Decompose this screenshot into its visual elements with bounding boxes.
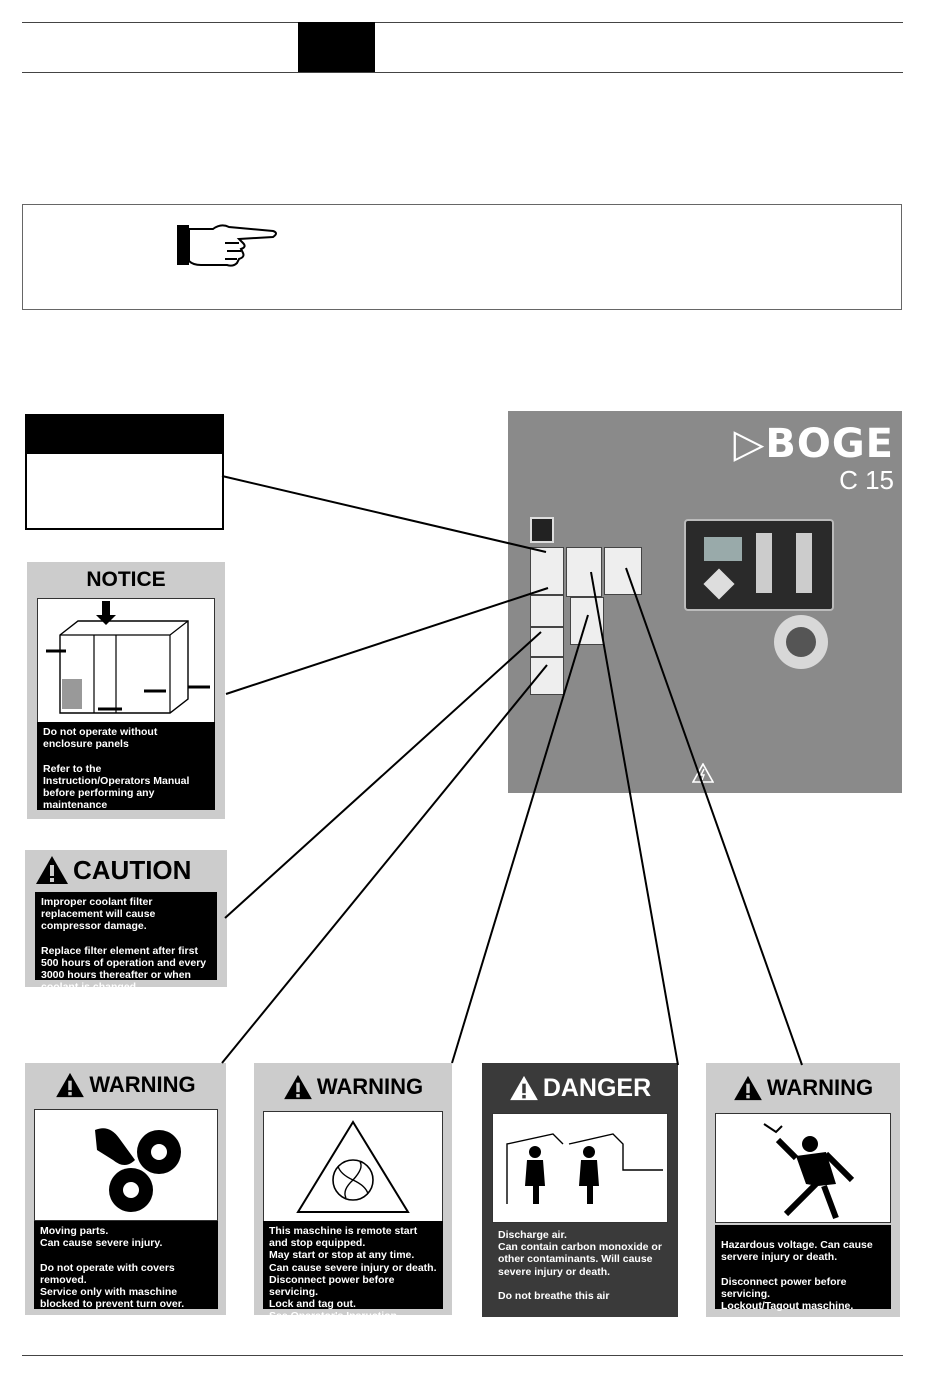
caution-text: Improper coolant filter replacement will cause compressor damage. Replace filter element after first 500 hours of operation and every 3000 hours thereafter or when coolant is changed. — [35, 892, 217, 980]
warning-voltage-heading-text: WARNING — [766, 1075, 874, 1100]
boge-logo: ▷BOGE — [733, 421, 894, 467]
notice-text: Do not operate without enclosure panels Refer to the Instruction/Operators Manual before performing any maintenance — [37, 722, 215, 810]
warning-moving-text: Moving parts. Can cause severe injury. Do not operate with covers removed. Service only with maschine blocked to prevent turn over. — [34, 1221, 218, 1309]
warning-remote-text: This maschine is remote start and stop equipped. May start or stop at any time. Can cause severe injury or death. Disconnect power before servicing. Lock and tag out. See Operator's Insruction Manual. — [263, 1221, 443, 1309]
caution-heading-text: CAUTION — [73, 854, 192, 885]
warning-moving-heading-text: WARNING — [89, 1072, 196, 1097]
notice-heading: NOTICE — [86, 568, 166, 591]
footer-rule — [22, 1355, 903, 1356]
model-label: C 15 — [839, 465, 894, 495]
danger-heading-text: DANGER — [542, 1073, 652, 1102]
danger-text: Discharge air. Can contain carbon monoxide or other contaminants. Will cause severe injury or death. Do not breathe this air — [492, 1225, 668, 1309]
warning-remote-heading-text: WARNING — [316, 1074, 424, 1099]
warning-voltage-text: Hazardous voltage. Can cause servere injury or death. Disconnect power before servicing. Lockout/Tagout maschine. — [715, 1225, 891, 1309]
